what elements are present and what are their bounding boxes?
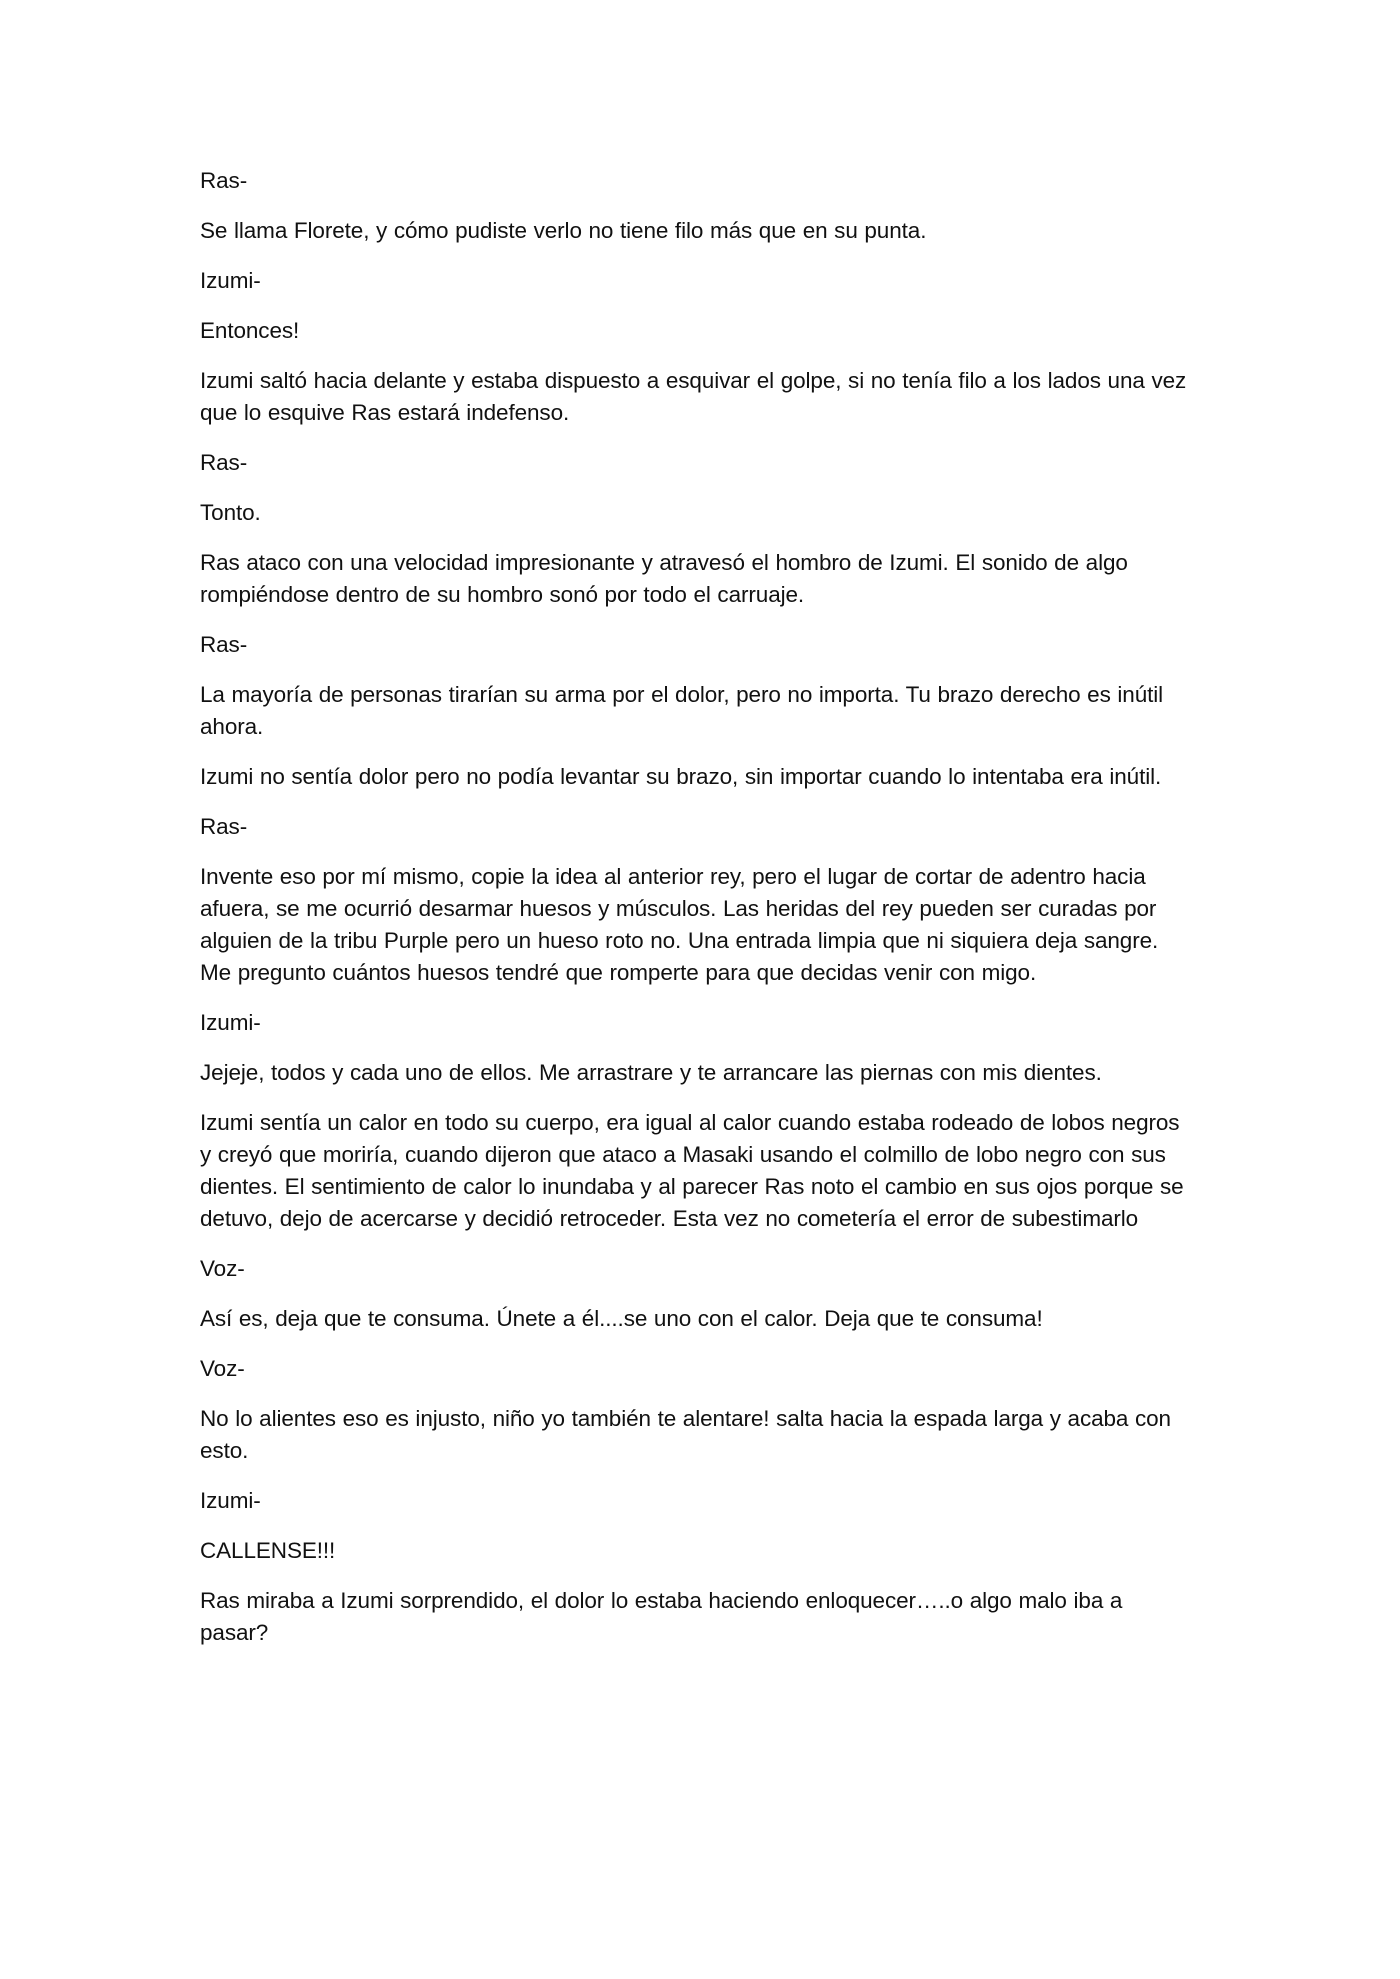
dialogue-line: Tonto.: [200, 500, 261, 525]
speaker-label: Ras-: [200, 450, 248, 475]
narration-paragraph: Izumi saltó hacia delante y estaba dispuesto a esquivar el golpe, si no tenía filo a los lados una vez que lo esquive Ras estará indefenso.: [200, 368, 1187, 425]
speaker-label: Izumi-: [200, 268, 261, 293]
speaker-label: Izumi-: [200, 1010, 261, 1035]
dialogue-line: Invente eso por mí mismo, copie la idea al anterior rey, pero el lugar de cortar de adentro hacia afuera, se me ocurrió desarmar huesos y músculos. Las heridas del rey pueden ser curadas por alguien de la tribu Purple pero un hueso roto no. Una entrada limpia que ni siquiera deja sangre. Me pregunto cuántos huesos tendré que romperte para que decidas venir con migo.: [200, 864, 1159, 985]
dialogue-line: Entonces!: [200, 318, 300, 343]
speaker-label: Ras-: [200, 168, 248, 193]
speaker-label: Voz-: [200, 1256, 245, 1281]
dialogue-line: CALLENSE!!!: [200, 1538, 336, 1563]
dialogue-line: No lo alientes eso es injusto, niño yo también te alentare! salta hacia la espada larga y acaba con esto.: [200, 1406, 1171, 1463]
narration-paragraph: Ras ataco con una velocidad impresionante y atravesó el hombro de Izumi. El sonido de algo rompiéndose dentro de su hombro sonó por todo el carruaje.: [200, 550, 1128, 607]
document-body: [200, 165, 1190, 1667]
speaker-label: Ras-: [200, 814, 248, 839]
speaker-label: Izumi-: [200, 1488, 261, 1513]
speaker-label: Voz-: [200, 1356, 245, 1381]
dialogue-line: Así es, deja que te consuma. Únete a él....se uno con el calor. Deja que te consuma!: [200, 1306, 1043, 1331]
narration-paragraph: Izumi no sentía dolor pero no podía levantar su brazo, sin importar cuando lo intentaba era inútil.: [200, 764, 1162, 789]
narration-paragraph: Ras miraba a Izumi sorprendido, el dolor lo estaba haciendo enloquecer…..o algo malo iba a pasar?: [200, 1588, 1123, 1645]
dialogue-line: La mayoría de personas tirarían su arma por el dolor, pero no importa. Tu brazo derecho es inútil ahora.: [200, 682, 1164, 739]
dialogue-line: Jejeje, todos y cada uno de ellos. Me arrastrare y te arrancare las piernas con mis dientes.: [200, 1060, 1102, 1085]
narration-paragraph: Izumi sentía un calor en todo su cuerpo, era igual al calor cuando estaba rodeado de lobos negros y creyó que moriría, cuando dijeron que ataco a Masaki usando el colmillo de lobo negro con sus dientes. El sentimiento de calor lo inundaba y al parecer Ras noto el cambio en sus ojos porque se detuvo, dejo de acercarse y decidió retroceder. Esta vez no cometería el error de subestimarlo: [200, 1110, 1184, 1231]
dialogue-line: Se llama Florete, y cómo pudiste verlo no tiene filo más que en su punta.: [200, 218, 927, 243]
speaker-label: Ras-: [200, 632, 248, 657]
